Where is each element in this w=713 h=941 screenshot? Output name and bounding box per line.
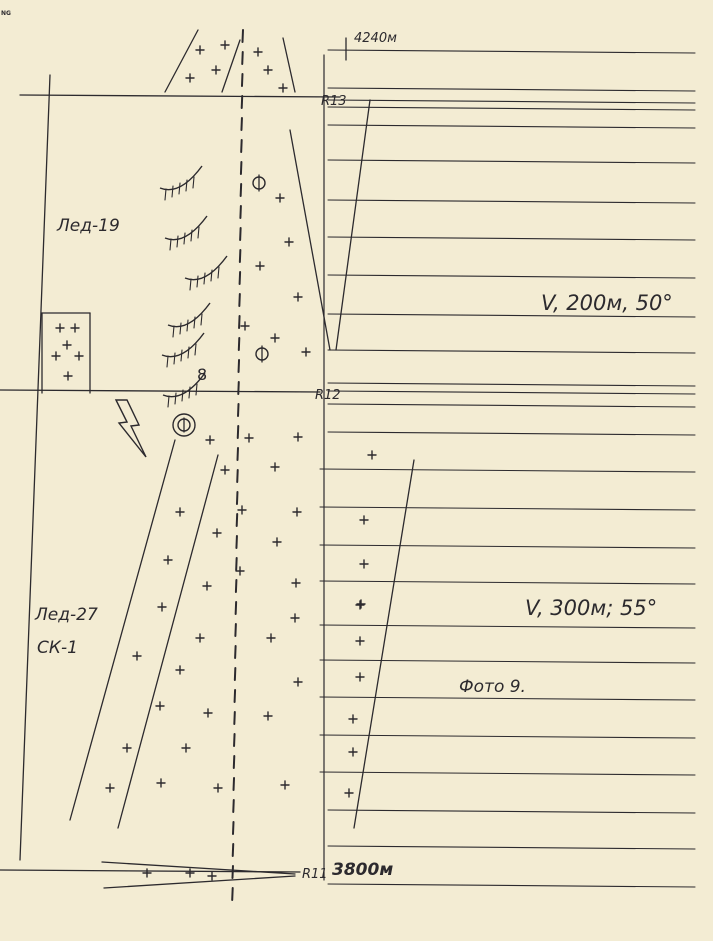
core-mark-r12: R12	[315, 388, 341, 403]
well-label-c: СК-1	[37, 638, 78, 658]
dash-segment	[233, 822, 234, 834]
hatch-line	[328, 432, 695, 435]
hatch-diag-upper	[336, 100, 370, 350]
dash-segment	[240, 250, 241, 262]
dash-segment	[242, 96, 243, 108]
fan-tick	[204, 273, 205, 284]
fan-tick	[184, 233, 185, 244]
hatch-line	[328, 237, 695, 240]
dash-segment	[242, 74, 243, 86]
dash-segment	[241, 162, 242, 174]
boundary-diag-1	[70, 440, 175, 820]
dash-segment	[241, 184, 242, 196]
fan-tick	[167, 356, 168, 367]
hatch-lines	[320, 50, 695, 887]
fan-tick	[181, 350, 182, 361]
hatch-line	[328, 350, 695, 353]
dash-segment	[238, 382, 239, 394]
dash-segment	[238, 404, 239, 416]
dash-segment	[237, 448, 238, 460]
hatch-line	[328, 810, 695, 813]
boundary-diag-2	[118, 455, 218, 828]
hatch-line	[328, 160, 695, 163]
dash-segment	[232, 888, 233, 900]
figure-caption: Фото 9.	[459, 677, 526, 697]
fan-arc	[165, 216, 207, 240]
hatch-line	[320, 772, 695, 775]
lightning-bolt-icon	[116, 400, 146, 457]
fan-tick	[172, 186, 173, 197]
well-label-a: Лед-19	[57, 216, 120, 236]
fan-tick	[180, 323, 181, 334]
hatch-line	[320, 697, 695, 700]
hatch-line	[328, 404, 695, 407]
dash-segment	[239, 360, 240, 372]
wedge-line-3	[283, 38, 295, 92]
hatch-line	[320, 660, 695, 663]
fan-tick	[190, 279, 191, 290]
dash-segment	[235, 668, 236, 680]
fan-tick	[196, 384, 197, 395]
fan-tick	[177, 236, 178, 247]
dash-segment	[237, 492, 238, 504]
dash-segment	[238, 426, 239, 438]
fan-tick	[170, 239, 171, 250]
left-border-line	[20, 75, 50, 860]
dash-segment	[235, 690, 236, 702]
dash-segment	[240, 228, 241, 240]
dash-segment	[236, 602, 237, 614]
dash-segment	[243, 30, 244, 42]
dash-segment	[241, 118, 242, 130]
dash-segment	[233, 800, 234, 812]
point-symbols	[116, 175, 268, 457]
dash-segment	[242, 52, 243, 64]
bottom-wedge-1	[102, 862, 295, 874]
hatch-line	[328, 391, 695, 394]
fan-tick	[187, 320, 188, 331]
dash-segment	[234, 734, 235, 746]
fan-tick	[211, 270, 212, 281]
horizontal-line-r12	[0, 390, 320, 392]
hatch-line	[320, 625, 695, 628]
fan-tick	[186, 180, 187, 191]
dash-segment	[240, 206, 241, 218]
hatch-line	[320, 735, 695, 738]
dash-segment	[239, 338, 240, 350]
depth-top-label: 4240м	[354, 31, 397, 46]
hatch-line	[328, 125, 695, 128]
fan-tick	[165, 189, 166, 200]
depth-bottom-label: 3800м	[332, 860, 394, 880]
interval-upper-label: V, 200м, 50°	[541, 291, 673, 315]
wedge-line-1	[165, 30, 198, 92]
bottom-wedge-2	[104, 876, 295, 888]
dash-segment	[234, 778, 235, 790]
fan-tick	[173, 326, 174, 337]
dash-segment	[241, 140, 242, 152]
hatch-line	[320, 507, 695, 510]
fan-tick	[197, 276, 198, 287]
dash-segment	[240, 272, 241, 284]
hatch-line	[328, 200, 695, 203]
fan-tick	[175, 393, 176, 404]
fan-tick	[174, 353, 175, 364]
dash-segment	[235, 624, 236, 636]
dash-segment	[234, 756, 235, 768]
hatch-line	[328, 100, 695, 103]
hatch-line	[328, 884, 695, 887]
dash-segment	[236, 580, 237, 592]
dash-segment	[239, 316, 240, 328]
fan-tick	[218, 267, 219, 278]
fan-arc	[160, 166, 202, 190]
dash-segment	[236, 536, 237, 548]
fan-tick	[191, 230, 192, 241]
fan-tick	[195, 344, 196, 355]
core-mark-r13: R13	[321, 94, 347, 109]
hatch-line	[328, 88, 695, 91]
fan-tick	[194, 317, 195, 328]
hatch-line	[320, 545, 695, 548]
horizontal-line-r13	[20, 95, 340, 97]
granite-crosses	[52, 41, 376, 880]
hatch-line	[328, 275, 695, 278]
fan-arc	[185, 256, 227, 280]
dash-segment	[239, 294, 240, 306]
fan-tick	[201, 314, 202, 325]
dash-segment	[234, 712, 235, 724]
fan-tick	[198, 227, 199, 238]
hatch-line	[328, 846, 695, 849]
fan-arc	[162, 333, 204, 357]
dash-segment	[237, 470, 238, 482]
hatch-line	[328, 383, 695, 386]
fan-symbols	[160, 166, 227, 407]
dash-segment	[236, 558, 237, 570]
hatch-line	[328, 107, 695, 110]
dash-segment	[232, 866, 233, 878]
fan-tick	[189, 387, 190, 398]
fan-tick	[193, 177, 194, 188]
corner-mark: NG	[1, 10, 11, 17]
mark-digit: 8	[197, 365, 208, 384]
hatch-line	[320, 581, 695, 584]
interval-lower-label: V, 300м; 55°	[525, 596, 658, 620]
dash-segment	[235, 646, 236, 658]
fan-tick	[179, 183, 180, 194]
dash-segment	[237, 514, 238, 526]
core-mark-r11: R11	[302, 867, 328, 882]
fan-tick	[188, 347, 189, 358]
hatch-line	[328, 50, 695, 53]
frame-lines	[0, 30, 414, 888]
dashed-axis	[232, 30, 243, 900]
fan-tick	[168, 396, 169, 407]
hatch-line	[320, 469, 695, 472]
well-label-b: Лед-27	[35, 605, 98, 625]
fan-arc	[168, 303, 210, 327]
dash-segment	[233, 844, 234, 856]
